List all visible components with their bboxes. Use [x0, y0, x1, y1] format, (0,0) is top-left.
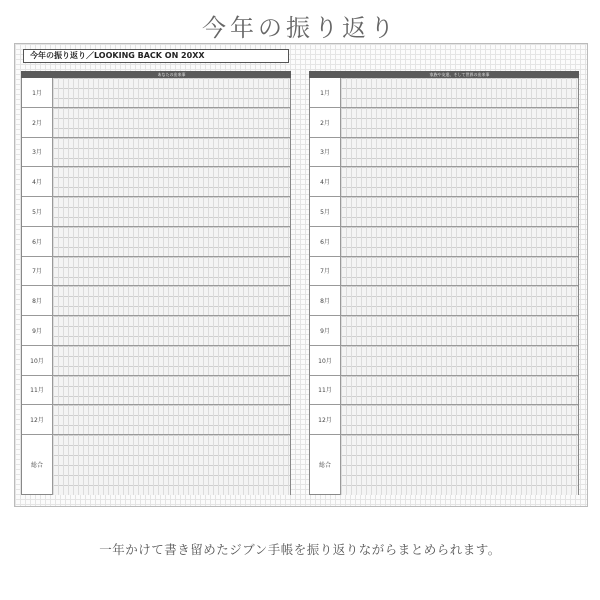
month-label: 12月 — [310, 405, 341, 434]
writing-area[interactable] — [53, 346, 290, 375]
month-row — [310, 405, 578, 435]
month-row — [22, 108, 290, 138]
writing-area[interactable] — [341, 257, 578, 286]
writing-area[interactable] — [53, 435, 290, 495]
month-label: 7月 — [22, 257, 53, 286]
writing-area[interactable] — [53, 376, 290, 405]
month-label: 3月 — [22, 138, 53, 167]
writing-area[interactable] — [53, 197, 290, 226]
writing-area[interactable] — [341, 405, 578, 434]
month-label: 1月 — [22, 78, 53, 107]
month-row — [22, 227, 290, 257]
month-label: 10月 — [310, 346, 341, 375]
right-month-rows — [310, 78, 578, 495]
right-panel-header — [309, 71, 579, 78]
writing-area[interactable] — [341, 376, 578, 405]
month-row — [22, 167, 290, 197]
month-label: 2月 — [310, 108, 341, 137]
month-row — [22, 257, 290, 287]
month-row — [310, 78, 578, 108]
month-label: 6月 — [310, 227, 341, 256]
page-title: 今年の振り返り — [202, 14, 398, 42]
left-panel-header — [21, 71, 291, 78]
month-row — [310, 167, 578, 197]
month-label: 11月 — [310, 376, 341, 405]
month-label: 10月 — [22, 346, 53, 375]
month-row — [22, 197, 290, 227]
month-label: 6月 — [22, 227, 53, 256]
month-row — [310, 227, 578, 257]
month-row — [22, 316, 290, 346]
writing-area[interactable] — [53, 78, 290, 107]
month-label: 3月 — [310, 138, 341, 167]
month-label: 4月 — [310, 167, 341, 196]
writing-area[interactable] — [341, 316, 578, 345]
left-month-rows — [22, 78, 290, 495]
month-label: 12月 — [22, 405, 53, 434]
total-row — [310, 435, 578, 495]
month-row — [310, 346, 578, 376]
month-row — [22, 376, 290, 406]
writing-area[interactable] — [53, 257, 290, 286]
month-row — [22, 405, 290, 435]
writing-area[interactable] — [53, 286, 290, 315]
writing-area[interactable] — [53, 138, 290, 167]
writing-area[interactable] — [341, 197, 578, 226]
month-label: 11月 — [22, 376, 53, 405]
right-panel — [309, 71, 579, 495]
writing-area[interactable] — [53, 405, 290, 434]
month-row — [310, 108, 578, 138]
writing-area[interactable] — [341, 78, 578, 107]
month-row — [310, 286, 578, 316]
month-row — [310, 376, 578, 406]
right-panel-heading: 家族や友達、そして世界の出来事 — [429, 72, 490, 77]
month-row — [310, 257, 578, 287]
month-row — [22, 346, 290, 376]
total-row — [22, 435, 290, 495]
caption: 一年かけて書き留めたジブン手帳を振り返りながらまとめられます。 — [99, 542, 501, 557]
month-row — [310, 138, 578, 168]
month-row — [310, 197, 578, 227]
writing-area[interactable] — [341, 286, 578, 315]
month-label: 1月 — [310, 78, 341, 107]
month-label: 8月 — [22, 286, 53, 315]
month-label: 8月 — [310, 286, 341, 315]
writing-area[interactable] — [53, 108, 290, 137]
writing-area[interactable] — [341, 138, 578, 167]
month-row — [22, 286, 290, 316]
month-label: 9月 — [22, 316, 53, 345]
month-row — [22, 78, 290, 108]
writing-area[interactable] — [341, 167, 578, 196]
month-label: 4月 — [22, 167, 53, 196]
notebook-header: 今年の振り返り／LOOKING BACK ON 20XX — [23, 49, 289, 63]
month-row — [22, 138, 290, 168]
month-label: 9月 — [310, 316, 341, 345]
writing-area[interactable] — [341, 227, 578, 256]
writing-area[interactable] — [53, 167, 290, 196]
left-panel-heading: あなたの出来事 — [157, 72, 186, 77]
writing-area[interactable] — [53, 316, 290, 345]
month-label: 5月 — [310, 197, 341, 226]
writing-area[interactable] — [53, 227, 290, 256]
month-label: 7月 — [310, 257, 341, 286]
left-panel — [21, 71, 291, 495]
writing-area[interactable] — [341, 346, 578, 375]
writing-area[interactable] — [341, 435, 578, 495]
total-label: 総合 — [310, 435, 341, 495]
month-label: 5月 — [22, 197, 53, 226]
month-row — [310, 316, 578, 346]
writing-area[interactable] — [341, 108, 578, 137]
total-label: 総合 — [22, 435, 53, 495]
month-label: 2月 — [22, 108, 53, 137]
